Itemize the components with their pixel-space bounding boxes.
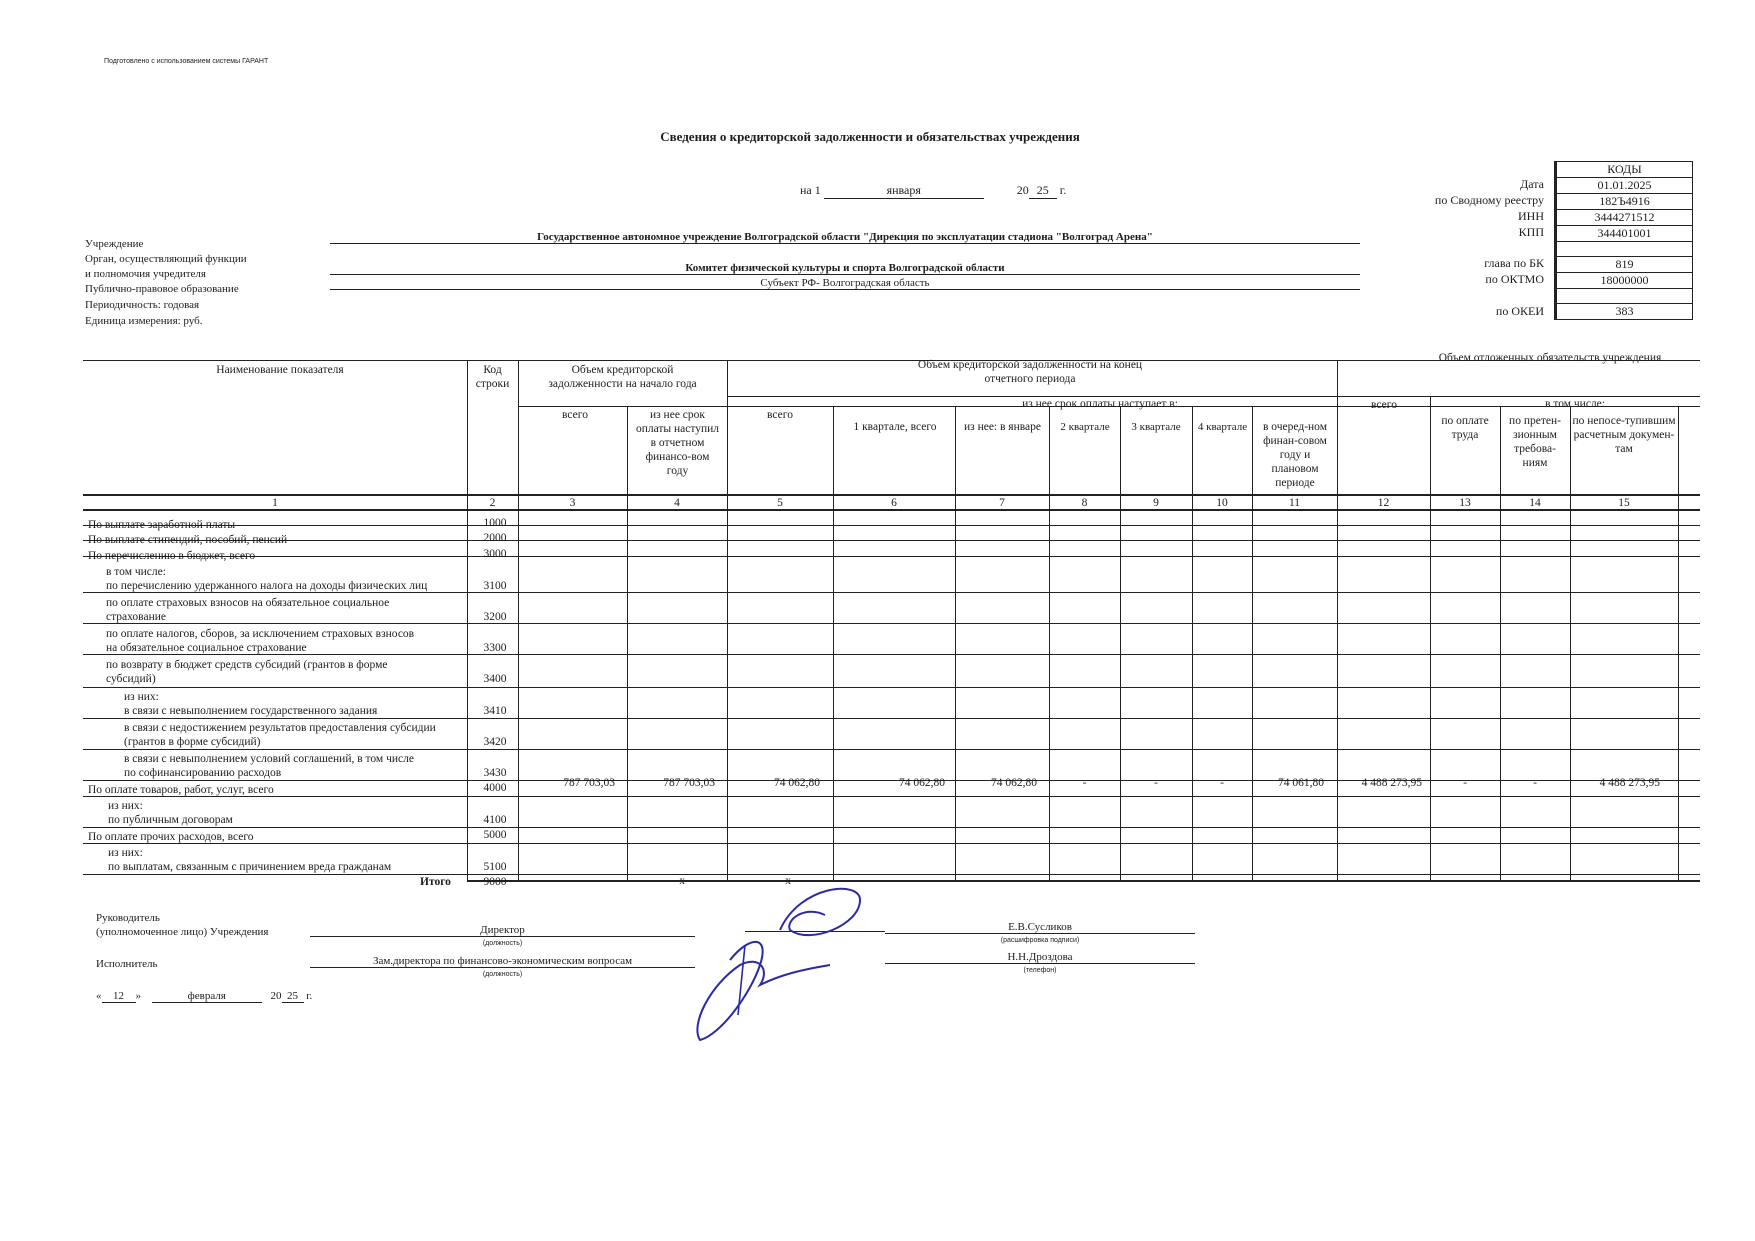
row-total-label: Итого [420, 876, 451, 888]
hdr-def-labor: по оплате труда [1441, 415, 1489, 441]
cell-4000-c13: - [1463, 777, 1467, 789]
colnum-9: 9 [1153, 497, 1159, 509]
hdr-def-total: всего [1371, 399, 1397, 411]
sign-date-month: февраля [152, 990, 262, 1003]
row-code-3410: 3410 [483, 705, 507, 717]
code-registry: 182Ъ4916 [1556, 194, 1693, 210]
hdr-def-docs: по непосе-тупившим расчетным докумен-там [1572, 415, 1676, 455]
cell-4000-c5: 74 062,80 [774, 777, 820, 789]
cell-4000-c15: 4 488 273,95 [1599, 777, 1660, 789]
colnum-1: 1 [272, 497, 278, 509]
date-month: января [824, 183, 984, 199]
hdr-q4: 4 квартале [1197, 421, 1248, 433]
colnum-5: 5 [777, 497, 783, 509]
code-kpp: 344401001 [1556, 226, 1693, 242]
document-title: Сведения о кредиторской задолженности и обязательствах учреждения [660, 129, 1080, 144]
code-blank [1556, 242, 1693, 257]
colnum-7: 7 [999, 497, 1005, 509]
phone-caption: (телефон) [1023, 967, 1057, 974]
hdr-def-incl: в том числе: [1545, 398, 1605, 410]
colnum-8: 8 [1081, 497, 1088, 509]
code-blank-2 [1556, 289, 1693, 304]
founder-label-2: и полномочия учредителя [85, 268, 206, 280]
ppo-label: Публично-правовое образование [85, 283, 239, 295]
hdr-end-group: Объем кредиторской задолженности на конец отчетного периода [917, 359, 1143, 385]
hdr-start-overdue: из нее срок оплаты наступил в отчетном финансо-вом году [635, 409, 720, 477]
sign-date-year: 25 [282, 990, 304, 1003]
row-code-3430: 3430 [483, 767, 507, 779]
codes-label-registry: по Сводному реестру [1434, 193, 1544, 207]
row-code-5000: 5000 [483, 829, 507, 841]
sign-date-suffix: г. [306, 990, 313, 1002]
director-signature [690, 875, 890, 1045]
row-code-3100: 3100 [483, 580, 507, 592]
sign-date: « 12 » февраля 20 25 г. [96, 990, 313, 1002]
cell-4000-c7: 74 062,80 [991, 777, 1037, 789]
hdr-jan: из нее: в январе [964, 421, 1041, 433]
sign-date-year-prefix: 20 [270, 990, 282, 1002]
codes-header: КОДЫ [1556, 161, 1693, 178]
colnum-4: 4 [674, 497, 680, 509]
exec-name: Н.Н.Дроздова [885, 951, 1195, 964]
row-3400-label-a: по возврату в бюджет средств субсидий (грантов в форме [106, 659, 388, 671]
date-year-prefix: 20 [1016, 183, 1029, 197]
colnum-3: 3 [569, 497, 576, 509]
hdr-q2: 2 квартале [1060, 421, 1110, 433]
cell-4000-c10: - [1220, 777, 1224, 789]
row-code-9000: 9000 [483, 876, 507, 888]
cell-4000-c4: 787 703,03 [663, 777, 715, 789]
colnum-13: 13 [1459, 497, 1471, 509]
row-4100-label-a: из них: [108, 800, 143, 812]
colnum-10: 10 [1216, 497, 1228, 509]
row-code-5100: 5100 [483, 861, 507, 873]
row-3430-label-b: по софинансированию расходов [124, 767, 282, 779]
row-4100-label-b: по публичным договорам [108, 814, 233, 826]
colnum-6: 6 [891, 497, 897, 509]
cell-4000-c3: 787 703,03 [563, 777, 615, 789]
row-3410-label-b: в связи с невыполнением государственного задания [124, 705, 378, 717]
exec-position: Зам.директора по финансово-экономическим вопросам [310, 955, 695, 968]
hdr-start-group: Объем кредиторской задолженности на начало года [548, 364, 697, 390]
cell-9000-c5: x [785, 875, 791, 887]
row-code-3420: 3420 [483, 736, 507, 748]
executor-label: Исполнитель [96, 958, 158, 970]
row-5000-label: По оплате прочих расходов, всего [88, 831, 254, 843]
hdr-start-total: всего [562, 409, 588, 421]
row-3000-label: По перечислению в бюджет, всего [88, 550, 256, 562]
institution-label: Учреждение [85, 238, 144, 250]
row-3400-label-b: субсидий) [106, 673, 156, 685]
founder-name: Комитет физической культуры и спорта Волгоградской области [330, 262, 1360, 275]
row-4000-label: По оплате товаров, работ, услуг, всего [88, 784, 274, 796]
codes-box [1554, 161, 1693, 320]
row-code-4000: 4000 [483, 782, 507, 794]
head-position-caption: (должность) [482, 940, 523, 947]
row-3300-label-b: на обязательное социальное страхование [106, 642, 307, 654]
codes-label-kpp: КПП [1518, 225, 1544, 239]
hdr-code: Код строки [475, 364, 510, 390]
date-prefix: на 1 [800, 183, 821, 197]
codes-label-bk: глава по БК [1484, 256, 1544, 270]
row-3420-label-b: (грантов в форме субсидий) [124, 736, 261, 748]
date-year: 25 [1029, 183, 1057, 199]
hdr-q1: 1 квартале, всего [853, 421, 937, 433]
unit-of-measure: Единица измерения: руб. [85, 315, 203, 327]
code-date: 01.01.2025 [1556, 178, 1693, 194]
row-code-4100: 4100 [483, 814, 507, 826]
periodicity: Периодичность: годовая [85, 299, 200, 311]
hdr-q3: 3 квартале [1131, 421, 1181, 433]
head-label-1: Руководитель [96, 912, 160, 924]
colnum-15: 15 [1618, 497, 1630, 509]
codes-label-okei: по ОКЕИ [1495, 304, 1544, 318]
row-3200-label-a: по оплате страховых взносов на обязательное социальное [106, 597, 390, 609]
row-code-3300: 3300 [483, 642, 507, 654]
colnum-2: 2 [489, 497, 496, 509]
row-code-1000: 1000 [483, 517, 507, 529]
codes-label-inn: ИНН [1518, 209, 1544, 223]
colnum-11: 11 [1288, 497, 1301, 509]
row-5100-label-a: из них: [108, 847, 143, 859]
hdr-deferred-group: Объем отложенных обязательств учреждения [1438, 352, 1662, 364]
cell-9000-c4: x [679, 875, 685, 887]
founder-label-1: Орган, осуществляющий функции [85, 253, 247, 265]
row-code-2000: 2000 [483, 532, 507, 544]
ppo-name: Субъект РФ- Волгоградская область [330, 277, 1360, 290]
row-1000-label: По выплате заработной платы [88, 519, 236, 531]
cell-4000-c6: 74 062,80 [899, 777, 945, 789]
cell-4000-c14: - [1533, 777, 1537, 789]
row-3430-label-a: в связи с невыполнением условий соглашений, в том числе [124, 753, 414, 765]
hdr-def-claims: по претен-зионным требова-ниям [1509, 415, 1561, 469]
hdr-end-total: всего [767, 409, 793, 421]
row-code-3400: 3400 [483, 673, 507, 685]
row-3100-label-a: в том числе: [106, 566, 166, 578]
hdr-next: в очеред-ном финан-совом году и плановом периоде [1263, 421, 1327, 489]
code-oktmo: 18000000 [1556, 273, 1693, 289]
codes-label-oktmo: по ОКТМО [1485, 272, 1544, 286]
head-name: Е.В.Сусликов [885, 921, 1195, 934]
code-inn: 3444271512 [1556, 210, 1693, 226]
row-5100-label-b: по выплатам, связанным с причинением вреда гражданам [108, 861, 392, 873]
colnum-14: 14 [1529, 497, 1541, 509]
institution-name: Государственное автономное учреждение Волгоградской области "Дирекция по эксплуатации стадиона "Волгоград Арена" [330, 231, 1360, 244]
row-3200-label-b: страхование [106, 611, 166, 623]
head-position: Директор [310, 924, 695, 937]
row-code-3200: 3200 [483, 611, 507, 623]
row-code-3000: 3000 [483, 548, 507, 560]
garant-note: Подготовлено с использованием системы ГАРАНТ [104, 58, 269, 65]
row-3410-label-a: из них: [124, 691, 159, 703]
report-date-line [800, 183, 1066, 199]
row-2000-label: По выплате стипендий, пособий, пенсий [88, 534, 288, 546]
colnum-12: 12 [1377, 497, 1390, 509]
row-3420-label-a: в связи с недостижением результатов предоставления субсидии [124, 722, 436, 734]
head-name-caption: (расшифровка подписи) [1000, 937, 1080, 944]
head-label-2: (уполномоченное лицо) Учреждения [96, 926, 269, 938]
exec-position-caption: (должность) [482, 971, 523, 978]
code-okei: 383 [1556, 304, 1693, 320]
sign-date-day: 12 [102, 990, 136, 1003]
hdr-name: Наименование показателя [216, 364, 344, 376]
cell-4000-c11: 74 061,80 [1278, 777, 1324, 789]
cell-4000-c8: - [1082, 777, 1087, 789]
cell-4000-c12: 4 488 273,95 [1361, 777, 1422, 789]
codes-label-date: Дата [1520, 177, 1544, 191]
row-3100-label-b: по перечислению удержанного налога на доходы физических лиц [106, 580, 428, 592]
date-suffix: г. [1059, 183, 1067, 197]
hdr-end-due-group: из нее срок оплаты наступает в: [1022, 398, 1178, 410]
cell-4000-c9: - [1154, 777, 1158, 789]
row-3300-label-a: по оплате налогов, сборов, за исключением страховых взносов [106, 628, 415, 640]
code-bk: 819 [1556, 257, 1693, 273]
